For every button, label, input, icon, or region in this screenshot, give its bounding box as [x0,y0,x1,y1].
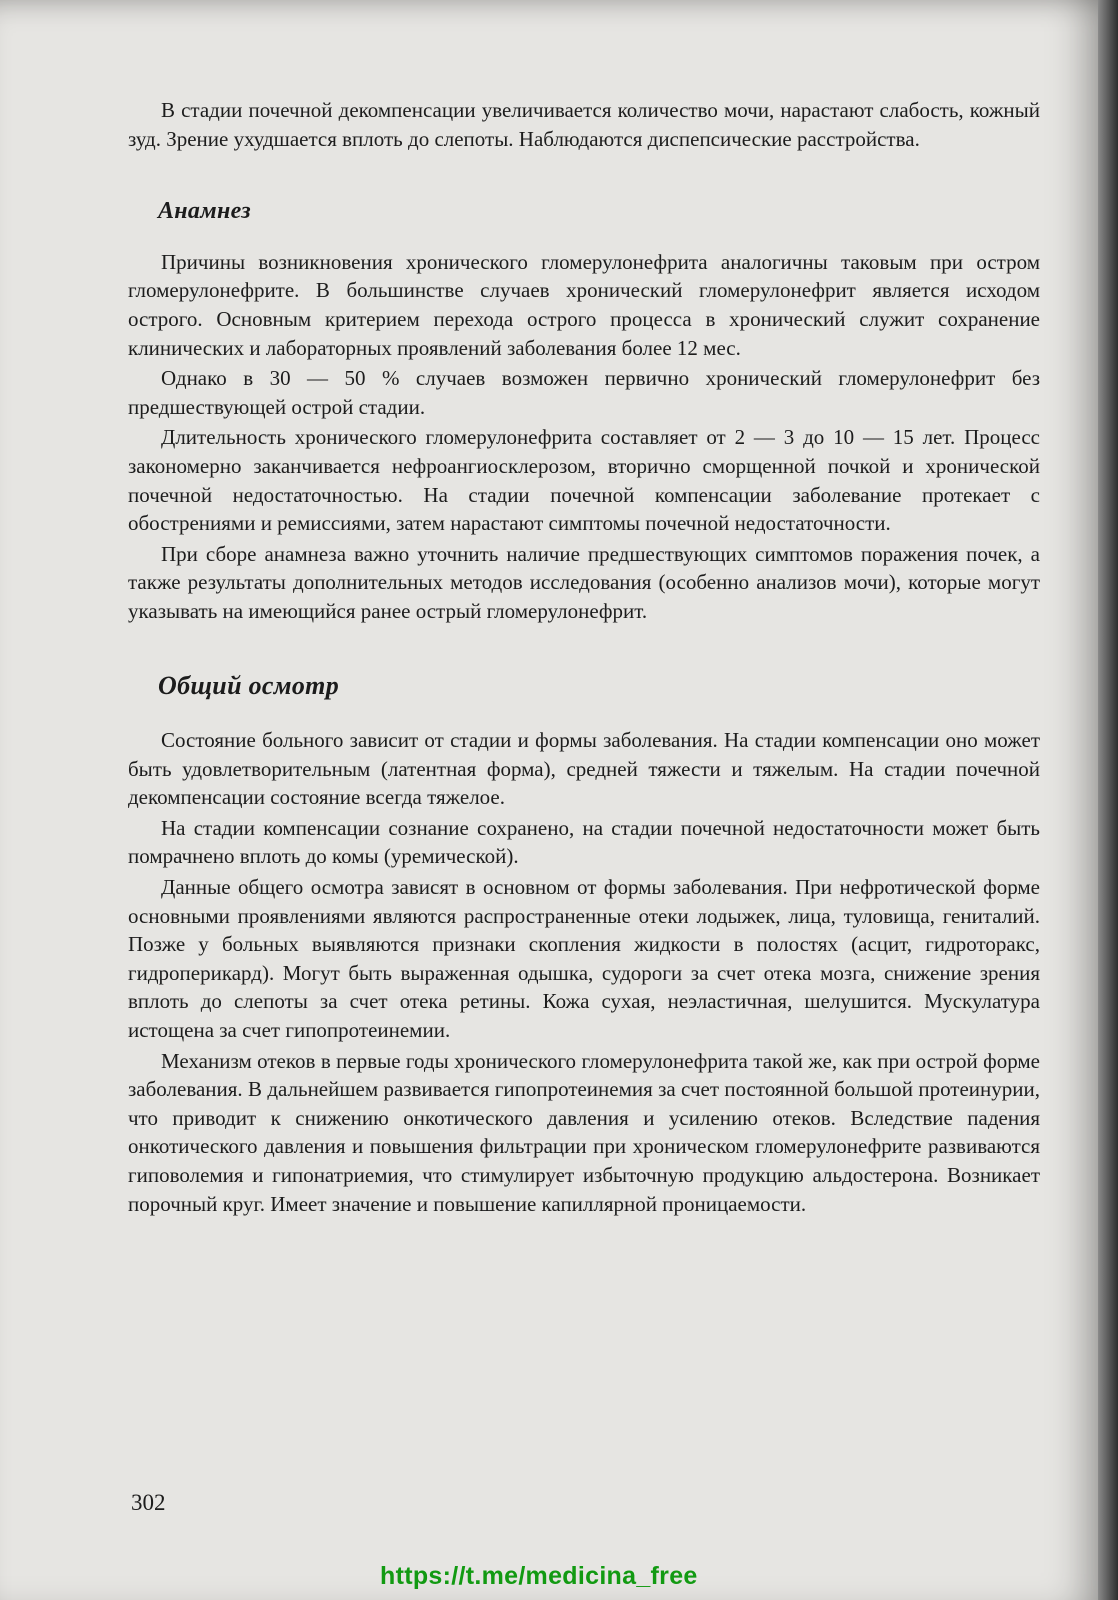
page-body [128,96,1040,1220]
paragraph: Причины возникновения хронического гломерулонефрита аналогичны таковым при остром гломерулонефрите. В большинстве случаев хронический гломерулонефрит является исходом острого. Основным критерием перехода острого процесса в хронический служит сохранение клинических и лабораторных проявлений заболевания более 12 мес. [128,249,1040,360]
page-edge-shadow [1098,0,1118,1600]
paragraph: Длительность хронического гломерулонефрита составляет от 2 — 3 до 10 — 15 лет. Процесс закономерно заканчивается нефроангиосклерозом, вторично сморщенной почкой и хронической почечной недостаточностью. На стадии почечной компенсации заболевание протекает с обострениями и ремиссиями, затем нарастают симптомы почечной недостаточности. [128,425,1040,536]
watermark-link[interactable]: https://t.me/medicina_free [380,1562,698,1590]
paragraph: Однако в 30 — 50 % случаев возможен первично хронический гломерулонефрит без предшествующей острой стадии. [128,366,1040,419]
paragraph: На стадии компенсации сознание сохранено, на стадии почечной недостаточности может быть помрачнено вплоть до комы (уремической). [128,815,1040,869]
paragraph: Состояние больного зависит от стадии и формы заболевания. На стадии компенсации оно может быть удовлетворительным (латентная форма), средней тяжести и тяжелым. На стадии почечной декомпенсации состояние всегда тяжелое. [128,728,1040,810]
section-heading-general-exam: Общий осмотр [158,670,340,700]
paragraph: Данные общего осмотра зависят в основном от формы заболевания. При нефротической форме основными проявлениями являются распространенные отеки лодыжек, лица, туловища, гениталий. Позже у больных выявляются признаки скопления жидкости в полостях (асцит, гидроторакс, гидроперикард). Могут быть выраженная одышка, судороги за счет отека мозга, снижение зрения вплоть до слепоты за счет отека ретины. Кожа сухая, неэластичная, шелушится. Мускулатура истощена за счет гипопротеинемии. [128,875,1040,1043]
section-heading-anamnesis: Анамнез [158,198,251,225]
paragraph-intro: В стадии почечной декомпенсации увеличивается количество мочи, нарастают слабость, кожный зуд. Зрение ухудшается вплоть до слепоты. Наблюдаются диспепсические расстройства. [128,98,1040,151]
page-number: 302 [131,1490,166,1515]
paragraph: При сборе анамнеза важно уточнить наличие предшествующих симптомов поражения почек, а также результаты дополнительных методов исследования (особенно анализов мочи), которые могут указывать на имеющийся ранее острый гломерулонефрит. [128,541,1040,623]
paragraph: Механизм отеков в первые годы хронического гломерулонефрита такой же, как при острой форме заболевания. В дальнейшем развивается гипопротеинемия за счет постоянной большой протеинурии, что приводит к снижению онкотического давления и усилению отеков. Вследствие падения онкотического давления и повышения фильтрации при хроническом гломерулонефрите развиваются гиповолемия и гипонатриемия, что стимулирует избыточную продукцию альдостерона. Возникает порочный круг. Имеет значение и повышение капиллярной проницаемости. [128,1048,1040,1216]
